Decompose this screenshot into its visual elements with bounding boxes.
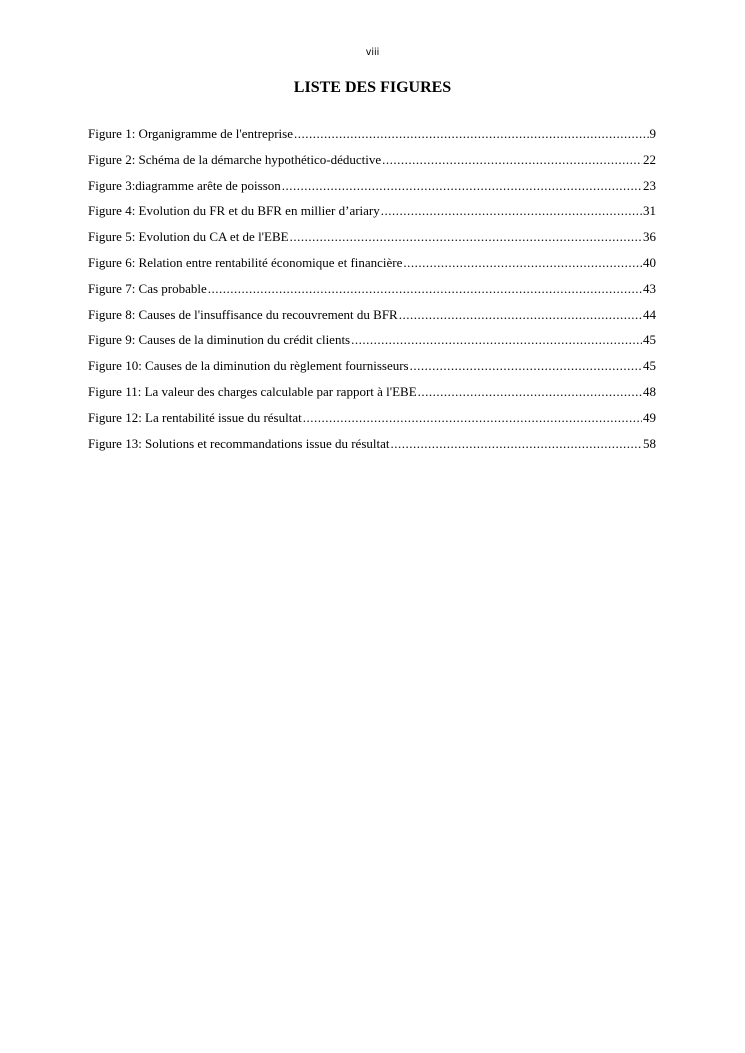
- toc-entry[interactable]: [88, 124, 656, 150]
- dot-leader: [410, 356, 642, 376]
- dot-leader: [382, 150, 642, 170]
- toc-entry-label: Figure 10: Causes de la diminution du règlement fournisseurs: [88, 358, 409, 374]
- toc-entry[interactable]: [88, 356, 656, 382]
- toc-entry-page: 45: [643, 358, 656, 374]
- toc-entry[interactable]: [88, 201, 656, 227]
- dot-leader: [399, 305, 642, 325]
- list-of-figures: [88, 124, 656, 459]
- page-title: LISTE DES FIGURES: [293, 79, 452, 96]
- toc-entry-label: Figure 6: Relation entre rentabilité économique et financière: [88, 254, 403, 270]
- toc-entry-label: Figure 9: Causes de la diminution du crédit clients: [88, 332, 351, 348]
- toc-entry-page: 23: [643, 177, 656, 193]
- toc-entry-page: 58: [643, 435, 656, 451]
- toc-entry-page: 36: [643, 229, 656, 245]
- toc-entry[interactable]: [88, 150, 656, 176]
- toc-entry-page: 31: [643, 203, 656, 219]
- toc-entry-page: 43: [643, 280, 656, 296]
- page-number: viii: [365, 47, 380, 58]
- toc-entry-label: Figure 7: Cas probable: [88, 280, 207, 296]
- dot-leader: [303, 408, 642, 428]
- toc-entry-page: 45: [643, 332, 656, 348]
- toc-entry-label: Figure 5: Evolution du CA et de l'EBE: [88, 229, 289, 245]
- toc-entry[interactable]: [88, 408, 656, 434]
- toc-entry-page: 49: [643, 409, 656, 425]
- toc-entry-page: 9: [649, 126, 656, 141]
- dot-leader: [381, 201, 642, 221]
- dot-leader: [294, 124, 649, 144]
- toc-entry-label: Figure 3:diagramme arête de poisson: [88, 177, 281, 193]
- toc-entry-page: 48: [643, 383, 656, 399]
- toc-entry[interactable]: [88, 434, 656, 460]
- toc-entry[interactable]: [88, 382, 656, 408]
- toc-entry[interactable]: [88, 227, 656, 253]
- toc-entry[interactable]: [88, 176, 656, 202]
- dot-leader: [418, 382, 642, 402]
- toc-entry-label: Figure 2: Schéma de la démarche hypothético-déductive: [88, 151, 382, 167]
- toc-entry[interactable]: [88, 253, 656, 279]
- dot-leader: [290, 227, 642, 247]
- toc-entry-label: Figure 1: Organigramme de l'entreprise: [88, 126, 293, 141]
- dot-leader: [208, 279, 642, 299]
- toc-entry[interactable]: [88, 279, 656, 305]
- dot-leader: [403, 253, 642, 273]
- dot-leader: [282, 176, 642, 196]
- toc-entry-page: 40: [643, 254, 656, 270]
- toc-entry-label: Figure 4: Evolution du FR et du BFR en millier d’ariary: [88, 203, 380, 219]
- toc-entry-page: 44: [643, 306, 656, 322]
- toc-entry-label: Figure 13: Solutions et recommandations issue du résultat: [88, 435, 390, 451]
- dot-leader: [391, 434, 643, 454]
- toc-entry-page: 22: [643, 151, 656, 167]
- toc-entry[interactable]: [88, 330, 656, 356]
- toc-entry[interactable]: [88, 305, 656, 331]
- toc-entry-label: Figure 11: La valeur des charges calculable par rapport à l'EBE: [88, 383, 417, 399]
- toc-entry-label: Figure 12: La rentabilité issue du résultat: [88, 409, 302, 425]
- dot-leader: [351, 330, 642, 350]
- toc-entry-label: Figure 8: Causes de l'insuffisance du recouvrement du BFR: [88, 306, 398, 322]
